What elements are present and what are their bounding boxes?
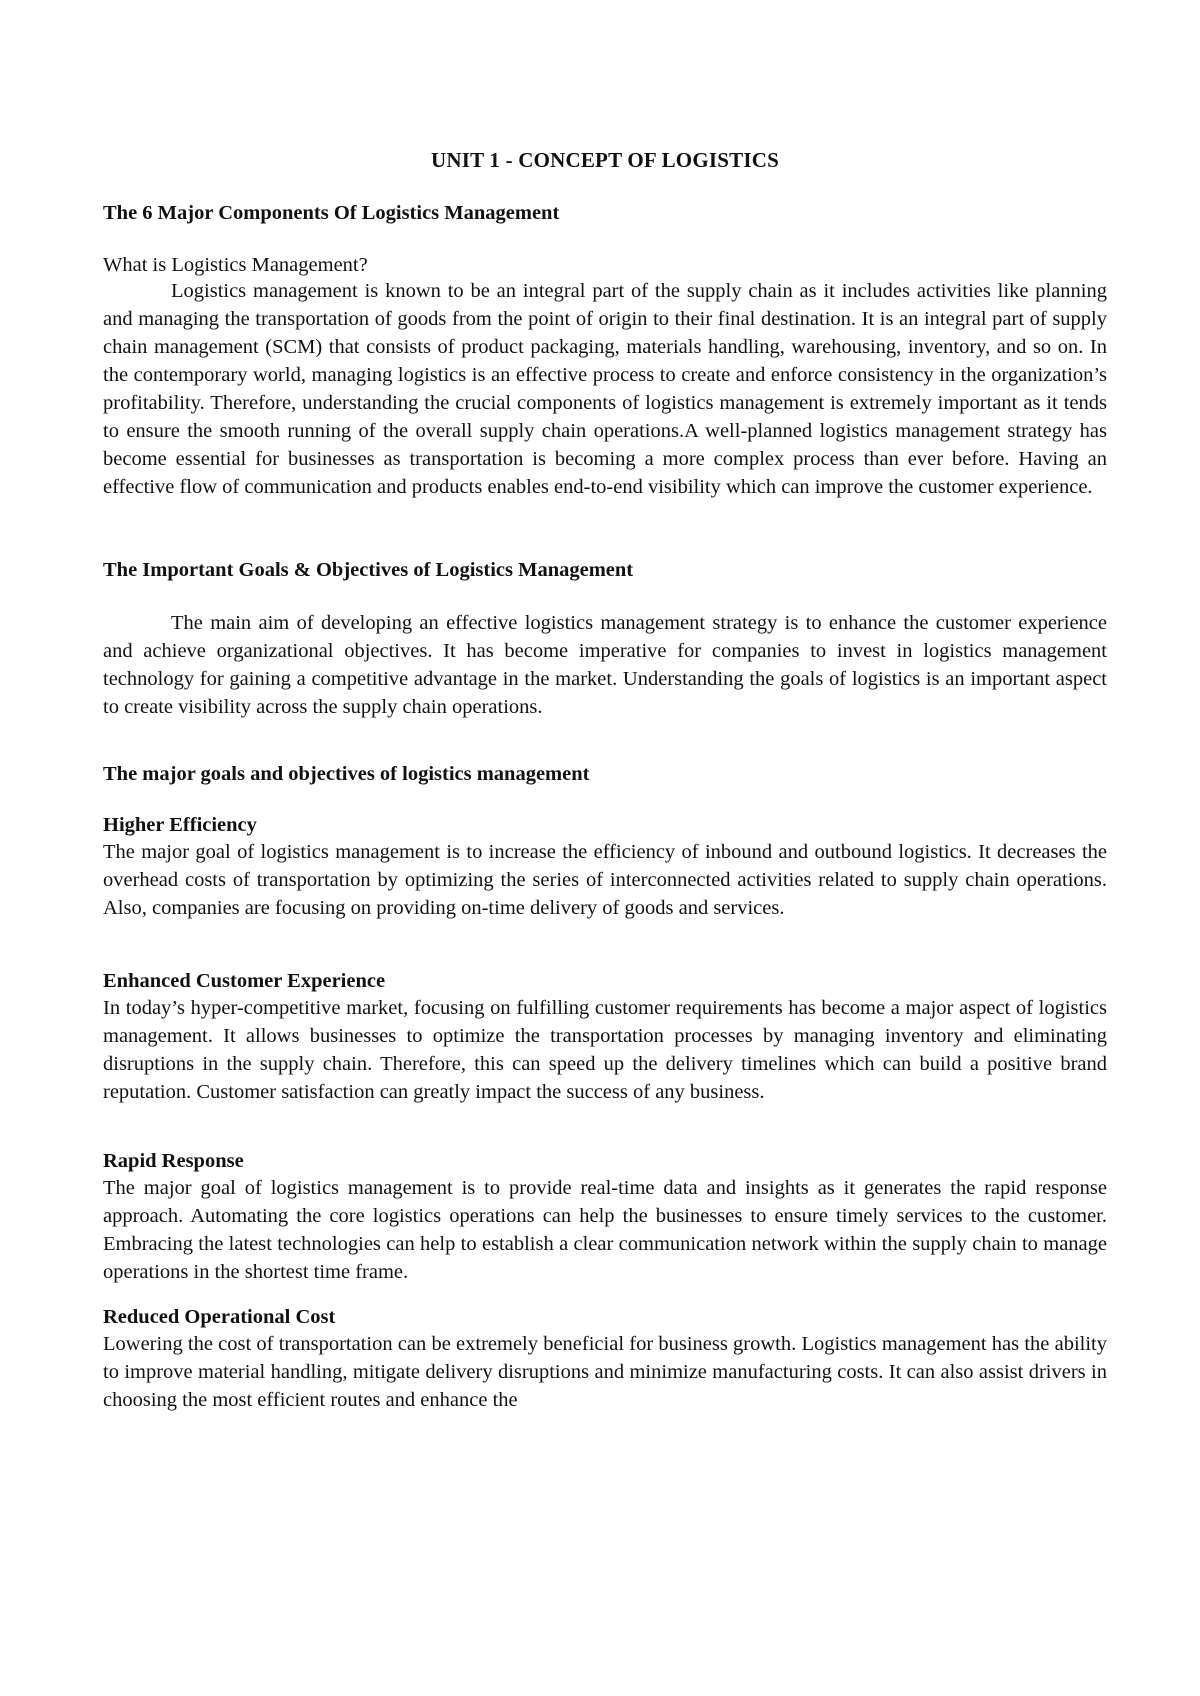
goal-heading-customer-experience: Enhanced Customer Experience: [103, 970, 386, 992]
section-heading-major-goals: The major goals and objectives of logistics management: [103, 763, 590, 785]
goal-paragraph-reduced-cost: Lowering the cost of transportation can be extremely beneficial for business growth. Logistics management has the ability to improve material handling, mitigate delivery disruptions and minimize manufacturing costs. It can also assist drivers in choosing the most efficient routes and enhance the: [103, 1333, 1107, 1411]
goal-heading-reduced-cost: Reduced Operational Cost: [103, 1306, 336, 1328]
goal-paragraph-customer-experience: In today’s hyper-competitive market, focusing on fulfilling customer requirements has become a major aspect of logistics management. It allows businesses to optimize the transportation processes by managing inventory and eliminating disruptions in the supply chain. Therefore, this can speed up the delivery timelines which can build a positive brand reputation. Customer satisfaction can greatly impact the success of any business.: [103, 997, 1107, 1103]
question-text: What is Logistics Management?: [103, 254, 368, 276]
goal-heading-rapid-response: Rapid Response: [103, 1150, 244, 1172]
goal-paragraph-higher-efficiency: The major goal of logistics management is to increase the efficiency of inbound and outbound logistics. It decreases the overhead costs of transportation by optimizing the series of interconnected activities related to supply chain operations. Also, companies are focusing on providing on-time delivery of goods and services.: [103, 841, 1107, 919]
section-heading-components: The 6 Major Components Of Logistics Management: [103, 202, 560, 224]
goal-heading-higher-efficiency: Higher Efficiency: [103, 814, 257, 836]
paragraph-logistics-management: Logistics management is known to be an integral part of the supply chain as it includes activities like planning and managing the transportation of goods from the point of origin to their final destination. It is an integral part of supply chain management (SCM) that consists of product packaging, materials handling, warehousing, inventory, and so on. In the contemporary world, managing logistics is an effective process to create and enforce consistency in the organization’s profitability. Therefore, understanding the crucial components of logistics management is extremely important as it tends to ensure the smooth running of the overall supply chain operations.A well-planned logistics management strategy has become essential for businesses as transportation is becoming a more complex process than ever before. Having an effective flow of communication and products enables end-to-end visibility which can improve the customer experience.: [103, 280, 1107, 498]
section-heading-goals-objectives: The Important Goals & Objectives of Logistics Management: [103, 559, 634, 581]
goal-paragraph-rapid-response: The major goal of logistics management is to provide real-time data and insights as it generates the rapid response approach. Automating the core logistics operations can help the businesses to ensure timely services to the customer. Embracing the latest technologies can help to establish a clear communication network within the supply chain to manage operations in the shortest time frame.: [103, 1177, 1107, 1283]
paragraph-goals-objectives: The main aim of developing an effective logistics management strategy is to enhance the customer experience and achieve organizational objectives. It has become imperative for companies to invest in logistics management technology for gaining a competitive advantage in the market. Understanding the goals of logistics is an important aspect to create visibility across the supply chain operations.: [103, 612, 1107, 718]
page-title: UNIT 1 - CONCEPT OF LOGISTICS: [431, 148, 779, 172]
